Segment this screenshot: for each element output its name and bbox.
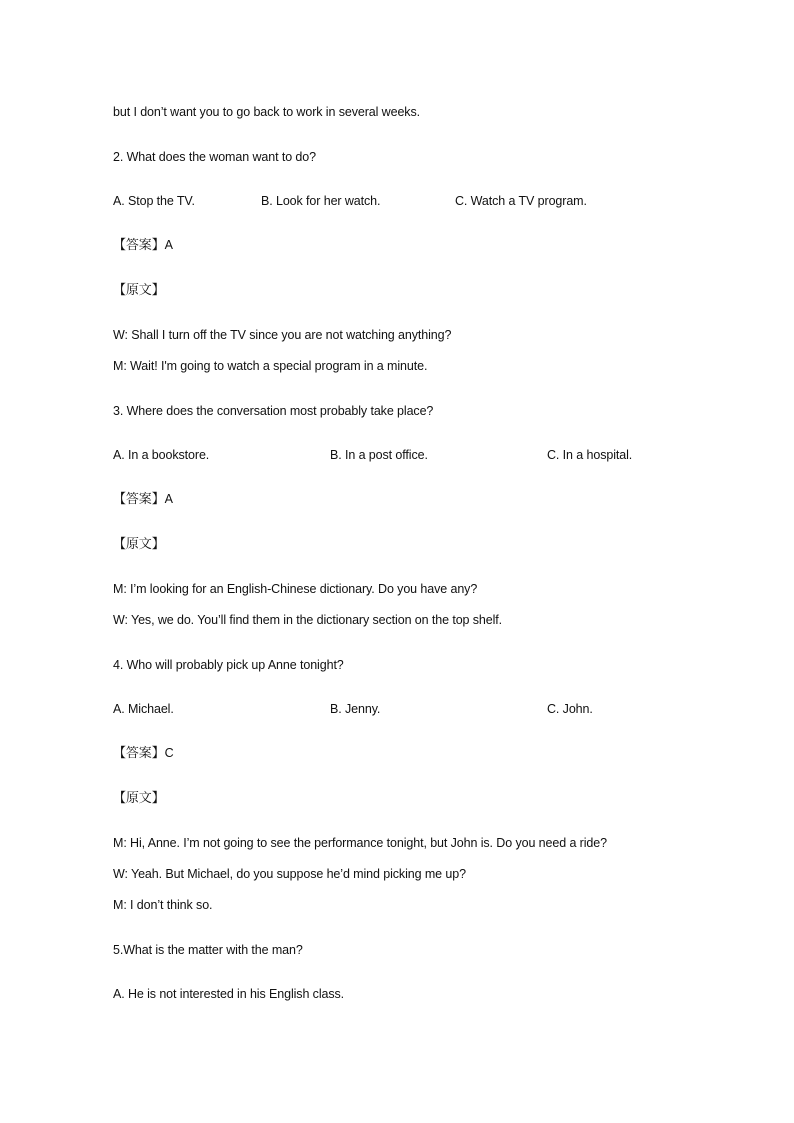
q2-option-a: A. Stop the TV. [113, 194, 195, 208]
intro-text: but I don’t want you to go back to work in several weeks. [113, 105, 420, 119]
q4-dialogue-m2: M: I don’t think so. [113, 898, 213, 912]
q3-option-b: B. In a post office. [330, 448, 428, 462]
q2-dialogue-w: W: Shall I turn off the TV since you are not watching anything? [113, 328, 452, 342]
script-label: 【原文】 [113, 283, 165, 298]
question-4: 4. Who will probably pick up Anne tonight? [113, 658, 344, 672]
q4-dialogue-w: W: Yeah. But Michael, do you suppose he’d mind picking me up? [113, 867, 466, 881]
q3-option-a: A. In a bookstore. [113, 448, 210, 462]
q2-answer [113, 237, 173, 254]
q3-option-c: C. In a hospital. [547, 448, 633, 462]
answer-value: C [164, 746, 174, 760]
q5-option-a: A. He is not interested in his English class. [113, 987, 345, 1001]
q3-dialogue-w: W: Yes, we do. You’ll find them in the dictionary section on the top shelf. [113, 613, 503, 627]
answer-value: A [164, 492, 173, 506]
q4-answer [113, 745, 174, 762]
q2-script-label [113, 282, 165, 299]
question-3: 3. Where does the conversation most probably take place? [113, 404, 434, 418]
script-label: 【原文】 [113, 537, 165, 552]
q4-script-label [113, 790, 165, 807]
answer-label: 【答案】 [113, 238, 165, 253]
q2-dialogue-m: M: Wait! I'm going to watch a special program in a minute. [113, 359, 428, 373]
q4-option-a: A. Michael. [113, 702, 174, 716]
answer-value: A [164, 238, 173, 252]
q4-dialogue-m1: M: Hi, Anne. I’m not going to see the performance tonight, but John is. Do you need a ride? [113, 836, 607, 850]
q4-option-b: B. Jenny. [330, 702, 381, 716]
answer-label: 【答案】 [113, 746, 165, 761]
q3-script-label [113, 536, 165, 553]
q4-option-c: C. John. [547, 702, 593, 716]
answer-label: 【答案】 [113, 492, 165, 507]
q3-dialogue-m: M: I’m looking for an English-Chinese dictionary. Do you have any? [113, 582, 478, 596]
q3-answer [113, 491, 173, 508]
question-5: 5.What is the matter with the man? [113, 943, 303, 957]
question-2: 2. What does the woman want to do? [113, 150, 316, 164]
q2-option-b: B. Look for her watch. [261, 194, 381, 208]
q2-option-c: C. Watch a TV program. [455, 194, 587, 208]
script-label: 【原文】 [113, 791, 165, 806]
